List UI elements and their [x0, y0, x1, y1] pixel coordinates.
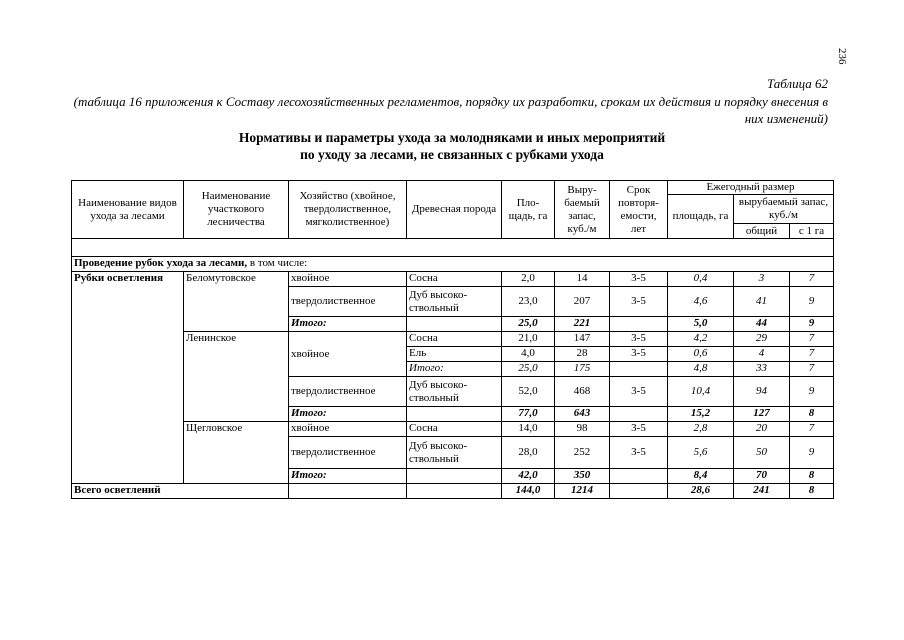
period-cell: 3-5: [610, 332, 668, 347]
header-area: Пло-щадь, га: [502, 181, 555, 239]
species-cell: Сосна: [407, 272, 502, 287]
area-cell: 77,0: [502, 407, 555, 422]
header-annual: Ежегодный размер: [668, 181, 834, 195]
district-name: Ленинское: [184, 332, 289, 422]
farm-cell: хвойное: [289, 332, 407, 377]
stock-cell: 643: [555, 407, 610, 422]
stock-cell: 28: [555, 347, 610, 362]
header-period: Срок повторя-емости, лет: [610, 181, 668, 239]
stock-cell: 252: [555, 437, 610, 469]
stock-cell: 147: [555, 332, 610, 347]
species-cell: Сосна: [407, 422, 502, 437]
annual-area-cell: 15,2: [668, 407, 734, 422]
stock-cell: 98: [555, 422, 610, 437]
annual-area-cell: 5,0: [668, 317, 734, 332]
annual-area-cell: 4,8: [668, 362, 734, 377]
annual-per-ha-cell: 9: [790, 377, 834, 407]
annual-per-ha-cell: 7: [790, 272, 834, 287]
table-header: [72, 181, 834, 239]
spacer-row: [72, 239, 834, 257]
species-cell: Ель: [407, 347, 502, 362]
annual-area-cell: 0,6: [668, 347, 734, 362]
species-cell: Дуб высоко-ствольный: [407, 377, 502, 407]
period-cell: [610, 362, 668, 377]
annual-area-cell: 2,8: [668, 422, 734, 437]
stock-cell: 468: [555, 377, 610, 407]
area-cell: 52,0: [502, 377, 555, 407]
section-suffix: в том числе:: [249, 257, 308, 269]
area-cell: 25,0: [502, 317, 555, 332]
grand-total-row: [72, 484, 834, 499]
period-cell: [610, 469, 668, 484]
stock-cell: 14: [555, 272, 610, 287]
table-row: [72, 272, 834, 287]
subtotal-label: Итого:: [289, 407, 407, 422]
header-district: Наименование участкового лесничества: [184, 181, 289, 239]
grand-total-stock: 1214: [555, 484, 610, 499]
period-cell: [610, 407, 668, 422]
period-cell: 3-5: [610, 377, 668, 407]
grand-total-label: Всего осветлений: [72, 484, 289, 499]
farm-cell: твердолиственное: [289, 437, 407, 469]
species-cell: [407, 317, 502, 332]
species-cell: [407, 469, 502, 484]
table-title: [60, 129, 844, 163]
annual-per-ha-cell: 9: [790, 317, 834, 332]
period-cell: 3-5: [610, 422, 668, 437]
page-number: 236: [836, 48, 848, 65]
stock-cell: 207: [555, 287, 610, 317]
annual-total-cell: 29: [734, 332, 790, 347]
header-annual-stock: вырубаемый запас, куб./м: [734, 195, 834, 224]
annual-total-cell: 94: [734, 377, 790, 407]
area-cell: 2,0: [502, 272, 555, 287]
area-cell: 23,0: [502, 287, 555, 317]
annual-area-cell: 10,4: [668, 377, 734, 407]
subtotal-label: Итого:: [289, 317, 407, 332]
table-row: [72, 332, 834, 347]
farm-cell: хвойное: [289, 272, 407, 287]
header-stock: Выру-баемый запас, куб./м: [555, 181, 610, 239]
subtotal-label: Итого:: [289, 469, 407, 484]
annual-area-cell: 0,4: [668, 272, 734, 287]
grand-total-annual-area: 28,6: [668, 484, 734, 499]
header-type: Наименование видов ухода за лесами: [72, 181, 184, 239]
species-cell: Дуб высоко-ствольный: [407, 437, 502, 469]
period-cell: 3-5: [610, 272, 668, 287]
annual-per-ha-cell: 9: [790, 437, 834, 469]
annual-total-cell: 3: [734, 272, 790, 287]
area-cell: 21,0: [502, 332, 555, 347]
farm-cell: твердолиственное: [289, 287, 407, 317]
grand-total-annual-total: 241: [734, 484, 790, 499]
header-per-ha: с 1 га: [790, 224, 834, 239]
annual-total-cell: 41: [734, 287, 790, 317]
annual-area-cell: 5,6: [668, 437, 734, 469]
stock-cell: 175: [555, 362, 610, 377]
district-name: Беломутовское: [184, 272, 289, 332]
annual-per-ha-cell: 7: [790, 332, 834, 347]
period-cell: 3-5: [610, 347, 668, 362]
stock-cell: 350: [555, 469, 610, 484]
table-row: [72, 422, 834, 437]
grand-total-per-ha: 8: [790, 484, 834, 499]
area-cell: 28,0: [502, 437, 555, 469]
annual-per-ha-cell: 8: [790, 407, 834, 422]
area-cell: 14,0: [502, 422, 555, 437]
area-cell: 25,0: [502, 362, 555, 377]
grand-total-area: 144,0: [502, 484, 555, 499]
section-title: Проведение рубок ухода за лесами,: [74, 257, 248, 269]
table-body: [72, 239, 834, 499]
period-cell: 3-5: [610, 287, 668, 317]
annual-per-ha-cell: 9: [790, 287, 834, 317]
district-name: Щегловское: [184, 422, 289, 484]
section-row: [72, 257, 834, 272]
title-line-1: Нормативы и параметры ухода за молодняками и иных мероприятий: [238, 130, 666, 145]
annual-total-cell: 20: [734, 422, 790, 437]
standards-table: [71, 180, 834, 499]
annual-per-ha-cell: 7: [790, 362, 834, 377]
annual-area-cell: 4,6: [668, 287, 734, 317]
table-subtitle: (таблица 16 приложения к Составу лесохозяйственных регламентов, порядку их разработки, срокам их действия и порядку внесения в них изменений): [73, 94, 828, 126]
annual-per-ha-cell: 7: [790, 347, 834, 362]
annual-total-cell: 44: [734, 317, 790, 332]
header-annual-area: площадь, га: [668, 195, 734, 239]
annual-total-cell: 50: [734, 437, 790, 469]
annual-area-cell: 8,4: [668, 469, 734, 484]
farm-cell: твердолиственное: [289, 377, 407, 407]
title-line-2: по уходу за лесами, не связанных с рубками ухода: [300, 147, 604, 162]
species-cell: [407, 407, 502, 422]
table-number: Таблица 62: [766, 76, 828, 91]
header-total: общий: [734, 224, 790, 239]
header-farm: Хозяйство (хвойное, твердолиственное, мягколиственное): [289, 181, 407, 239]
period-cell: [610, 317, 668, 332]
annual-total-cell: 127: [734, 407, 790, 422]
area-cell: 4,0: [502, 347, 555, 362]
annual-per-ha-cell: 7: [790, 422, 834, 437]
farm-cell: хвойное: [289, 422, 407, 437]
annual-total-cell: 70: [734, 469, 790, 484]
group-name: Рубки осветления: [72, 272, 184, 484]
annual-total-cell: 33: [734, 362, 790, 377]
header-species: Древесная порода: [407, 181, 502, 239]
subtotal-label: Итого:: [407, 362, 502, 377]
species-cell: Сосна: [407, 332, 502, 347]
annual-area-cell: 4,2: [668, 332, 734, 347]
annual-total-cell: 4: [734, 347, 790, 362]
period-cell: 3-5: [610, 437, 668, 469]
annual-per-ha-cell: 8: [790, 469, 834, 484]
species-cell: Дуб высоко-ствольный: [407, 287, 502, 317]
area-cell: 42,0: [502, 469, 555, 484]
stock-cell: 221: [555, 317, 610, 332]
